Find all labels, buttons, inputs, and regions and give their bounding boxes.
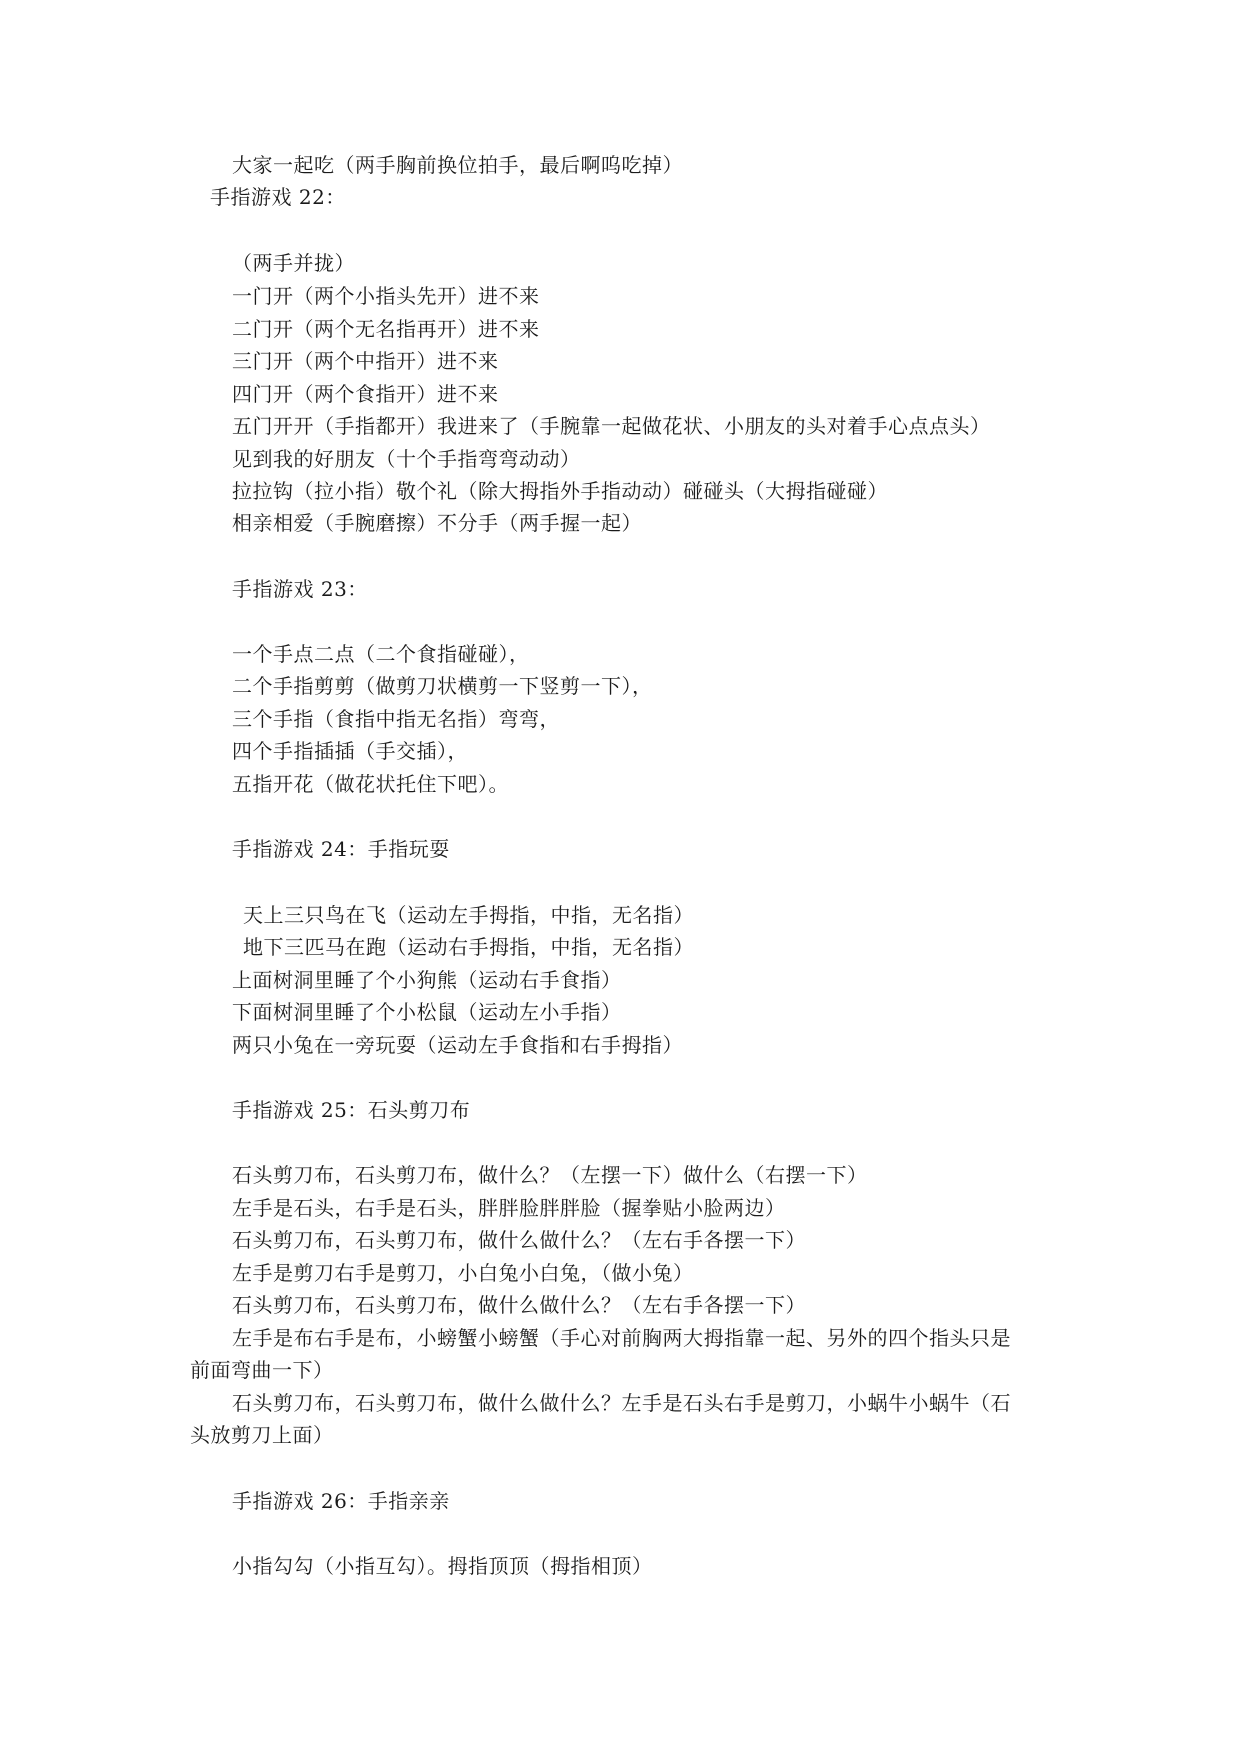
heading-game-22: 手指游戏 22：: [210, 185, 346, 209]
text-line-29: 石头剪刀布，石头剪刀布，做什么做什么？（左右手各摆一下）: [232, 1293, 806, 1317]
text-line-1: 大家一起吃（两手胸前换位拍手，最后啊呜吃掉）: [232, 153, 683, 177]
text-line-35: 小指勾勾（小指互勾）。拇指顶顶（拇指相顶）: [232, 1554, 653, 1578]
text-line-20: 地下三匹马在跑（运动右手拇指，中指，无名指）: [243, 935, 694, 959]
text-line-16: 四个手指插插（手交插），: [232, 739, 468, 763]
text-line-7: 四门开（两个食指开）进不来: [232, 382, 499, 406]
text-line-27: 石头剪刀布，石头剪刀布，做什么做什么？（左右手各摆一下）: [232, 1228, 806, 1252]
text-line-6: 三门开（两个中指开）进不来: [232, 349, 499, 373]
text-line-32: 石头剪刀布，石头剪刀布，做什么做什么？左手是石头右手是剪刀，小蜗牛小蜗牛（石: [232, 1391, 1011, 1415]
text-line-33: 头放剪刀上面）: [190, 1423, 334, 1447]
text-line-19: 天上三只鸟在飞（运动左手拇指，中指，无名指）: [243, 903, 694, 927]
text-line-8: 五门开开（手指都开）我进来了（手腕靠一起做花状、小朋友的头对着手心点点头）: [232, 414, 991, 438]
text-line-28: 左手是剪刀右手是剪刀，小白兔小白兔，（做小兔）: [232, 1261, 694, 1285]
text-line-11: 相亲相爱（手腕磨擦）不分手（两手握一起）: [232, 511, 642, 535]
text-line-3: （两手并拢）: [232, 251, 355, 275]
text-line-10: 拉拉钩（拉小指）敬个礼（除大拇指外手指动动）碰碰头（大拇指碰碰）: [232, 479, 888, 503]
heading-game-24: 手指游戏 24：手指玩耍: [232, 837, 450, 861]
text-line-4: 一门开（两个小指头先开）进不来: [232, 284, 540, 308]
heading-game-23: 手指游戏 23：: [232, 577, 368, 601]
text-line-26: 左手是石头，右手是石头，胖胖脸胖胖脸（握拳贴小脸两边）: [232, 1196, 786, 1220]
text-line-22: 下面树洞里睡了个小松鼠（运动左小手指）: [232, 1000, 622, 1024]
text-line-9: 见到我的好朋友（十个手指弯弯动动）: [232, 447, 581, 471]
heading-game-26: 手指游戏 26：手指亲亲: [232, 1489, 450, 1513]
text-line-5: 二门开（两个无名指再开）进不来: [232, 317, 540, 341]
text-line-31: 前面弯曲一下）: [190, 1358, 334, 1382]
text-line-17: 五指开花（做花状托住下吧）。: [232, 772, 509, 796]
heading-game-25: 手指游戏 25：石头剪刀布: [232, 1098, 471, 1122]
text-line-21: 上面树洞里睡了个小狗熊（运动右手食指）: [232, 968, 622, 992]
text-line-13: 一个手点二点（二个食指碰碰），: [232, 642, 530, 666]
text-line-30: 左手是布右手是布，小螃蟹小螃蟹（手心对前胸两大拇指靠一起、另外的四个指头只是: [232, 1326, 1011, 1350]
text-line-23: 两只小兔在一旁玩耍（运动左手食指和右手拇指）: [232, 1033, 683, 1057]
text-line-14: 二个手指剪剪（做剪刀状横剪一下竖剪一下），: [232, 674, 653, 698]
text-line-15: 三个手指（食指中指无名指）弯弯，: [232, 707, 560, 731]
text-line-25: 石头剪刀布，石头剪刀布，做什么？（左摆一下）做什么（右摆一下）: [232, 1163, 868, 1187]
